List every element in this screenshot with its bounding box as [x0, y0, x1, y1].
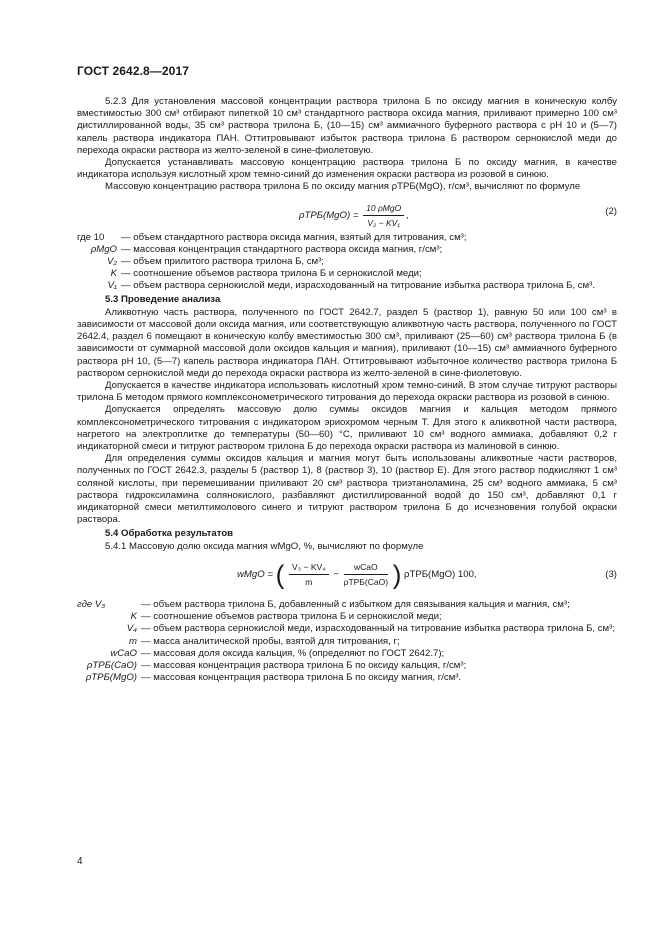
paragraph-53-1: Аликвотную часть раствора, полученного по ГОСТ 2642.7, раздел 5 (раствор 1), равную 50 или 100 см³ в зависимости от массовой доли оксида магния, или соответствующую аликвотную часть раствора, полученного по ГОСТ 2642.4, раздел 6 помещают в коническую колбу вместимостью 300 см³, приливают (25—60) см³ раствора трилона Б (в зависимости от суммарной массовой доли оксидов кальция и магния), приливают (10—15) см³ аммиачного буферного раствора pH 10, (5—7) капель раствора индикатора ПАН. Оттитровывают избыточное количество раствора трилона Б раствором сернокислой меди до перехода окраски раствора из желто-зеленой в сине-фиолетовую. [77, 306, 617, 379]
definition-item: wCaO — массовая доля оксида кальция, % (определяют по ГОСТ 2642.7); [110, 647, 445, 659]
definition-item: ρТРБ(CaO) — массовая концентрация раствора трилона Б по оксиду кальция, г/см³; [86, 659, 467, 671]
formula-3: wMgO = ( $\frac{\text{V₃ − KV₄}}{m}$ − $\frac{\text{wCaO}}{\text{ρТРБ(CaO)}}$ ) ρТРБ(MgO) 100, (3) [237, 559, 617, 590]
paragraph-53-3: Допускается определять массовую долю суммы оксидов магния и кальция методом прямого комплексонометрического титрования с индикатором эриохромом черным Т. Для этого к аликвотной части раствора, нагретого на электроплитке до температуры (50—60) °С, приливают 10 см³ водного аммиака, добавляют 0,2 г индикаторной смеси и титруют раствором трилона Б до перехода окраски раствора из малиновой в синюю. [77, 404, 617, 453]
paragraph-523-1: 5.2.3 Для установления массовой концентрации раствора трилона Б по оксиду магния в коническую колбу вместимостью 300 см³ отбирают пипеткой 10 см³ стандартного раствора оксида магния, приливают примерно 100 см³ дистиллированной воды, 35 см³ раствора трилона Б, (10—15) см³ аммиачного буферного раствора с pH 10 и (5—7) капель раствора индикатора ПАН. Оттитровывают избыток раствора трилона Б раствором сернокислой меди до перехода окраски раствора из желто-зеленой в сине-фиолетовую. [77, 96, 617, 156]
document-body [77, 96, 617, 684]
formula-3-close-paren: ) [392, 559, 402, 590]
paragraph-53-4: Для определения суммы оксидов кальция и магния могут быть использованы аликвотные части растворов, полученных по ГОСТ 2642.3, разделы 5 (раствор 1), 8 (раствор 3), 10 (раствор Е). Для этого раствор подкисляют 1 см³ соляной кислоты, при перемешивании приливают 20 см³ раствора триэтаноламина, 25 см³ водного аммиака, 5 см³ раствора гидроксиламина солянокислого, разбавляют дистиллированной водой до 150 см³, добавляют 0,1 г индикаторной смеси метилтимолового синего и титруют раствором трилона Б до исчезновения голубой окраски раствора. [77, 453, 617, 526]
formula-2-lhs: ρТРБ(MgO) = [299, 209, 359, 221]
definition-item: m — масса аналитической пробы, взятой для титрования, г; [129, 635, 400, 647]
paragraph-523-3: Массовую концентрацию раствора трилона Б по оксиду магния ρТРБ(MgO), г/см³, вычисляют по формуле [105, 181, 581, 193]
formula-3-tail: ρТРБ(MgO) 100, [404, 569, 477, 581]
formula-2-denominator: V₂ − KV₁ [367, 217, 400, 228]
definition-item: K — соотношение объемов раствора трилона Б и сернокислой меди; [130, 611, 442, 623]
formula-3-fraction-1: $\frac{\text{V₃ − KV₄}}{m}$ [289, 561, 329, 588]
definition-item: V₄ — объем раствора сернокислой меди, израсходованный на титрование избытка раствора трилона Б, см³; [126, 623, 616, 635]
definition-item: ρMgO — массовая концентрация стандартного раствора оксида магния, г/см³; [90, 243, 443, 255]
definitions-formula-3 [77, 599, 617, 684]
definition-item: V₂ — объем прилитого раствора трилона Б, см³; [106, 256, 324, 268]
formula-2-numerator: 10 ρMgO [363, 202, 404, 216]
formula-3-number: (3) [605, 568, 617, 580]
paragraph-523-2: Допускается устанавливать массовую концентрацию раствора трилона Б по оксиду магния, в качестве индикатора используя кислотный хром темно-синий до изменения окраски раствора из розовой в синюю. [77, 157, 617, 181]
definition-item: K — соотношение объемов раствора трилона Б и сернокислой меди; [110, 268, 422, 280]
definition-item: V₁ — объем раствора сернокислой меди, израсходованный на титрование избытка раствора трилона Б, см³. [107, 280, 596, 292]
page-header: ГОСТ 2642.8—2017 [77, 64, 190, 78]
paragraph-53-2: Допускается в качестве индикатора использовать кислотный хром темно-синий. В этом случае титруют растворы трилона Б методом прямого комплексонометрического титрования до перехода окраски раствора из розовой в синюю. [77, 380, 617, 404]
formula-2-number: (2) [605, 205, 617, 217]
formula-3-lhs: wMgO = [237, 569, 273, 581]
definition-item: где 10 — объем стандартного раствора оксида магния, взятый для титрования, см³; [77, 231, 467, 243]
definition-item: где V₃ — объем раствора трилона Б, добавленный с избытком для связывания кальция и магния, см³; [77, 598, 570, 610]
definitions-formula-2 [77, 232, 617, 293]
formula-2-tail: , [406, 209, 409, 221]
formula-2 [77, 196, 617, 230]
formula-3-open-paren: ( [275, 559, 285, 590]
definition-item: ρТРБ(MgO) — массовая концентрация раствора трилона Б по оксиду магния, г/см³. [85, 672, 462, 684]
formula-3-fraction-2: $\frac{\text{wCaO}}{\text{ρТРБ(CaO)}}$ [343, 561, 389, 588]
paragraph-541: 5.4.1 Массовую долю оксида магния wMgO, %, вычисляют по формуле [105, 540, 424, 552]
section-heading-5-3: 5.3 Проведение анализа [105, 293, 221, 305]
section-heading-5-4: 5.4 Обработка результатов [105, 527, 234, 539]
formula-2-fraction [363, 202, 404, 229]
page-number: 4 [77, 856, 83, 867]
